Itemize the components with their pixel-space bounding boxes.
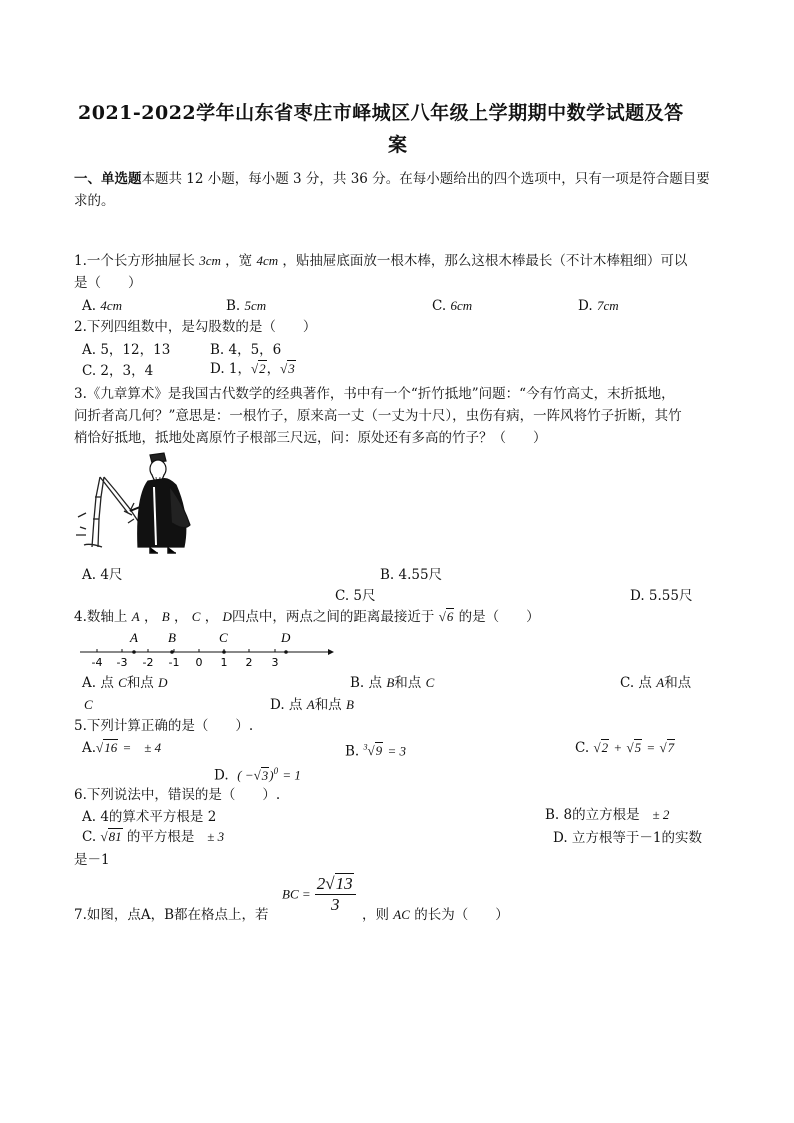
q3-option-c[interactable]: C. 5尺 xyxy=(335,588,376,604)
separator: ， xyxy=(173,609,188,625)
q3-option-d[interactable]: D. 5.55尺 xyxy=(630,588,693,604)
separator: ， xyxy=(204,609,219,625)
q6-option-c[interactable]: C. √81 的平方根是 ± 3 xyxy=(82,829,225,845)
q4-text-c: 的是（ ） xyxy=(458,609,540,625)
q2-stem: 2.下列四组数中，是勾股数的是（ ） xyxy=(74,319,317,335)
q5-option-b[interactable]: B. $^3$√9 = 3 xyxy=(345,743,406,760)
option-value: 5cm xyxy=(244,298,267,313)
q4-option-c[interactable]: C. 点 A和点 xyxy=(620,675,692,691)
q7-bc-formula: BC = $\frac{2√13}{3}$ xyxy=(282,874,356,915)
option-letter: D. xyxy=(578,298,593,314)
point-b-dot xyxy=(170,650,174,654)
q6-option-b[interactable]: B. 8的立方根是 ± 2 xyxy=(545,807,670,823)
q1-option-a[interactable] xyxy=(82,297,122,315)
q4-stem xyxy=(74,608,540,626)
tick-label: -1 xyxy=(168,656,180,669)
option-text: D. 1， xyxy=(210,361,252,377)
q7-stem-b: ，则 AC 的长为（ ） xyxy=(362,907,509,923)
q3-stem-line2: 问折者高几何？”意思是：一根竹子，原来高一丈（一丈为十尺），虫伤有病，一阵风将竹子折断，其竹 xyxy=(74,408,682,424)
bamboo-icon xyxy=(76,477,138,547)
point-a-dot xyxy=(132,650,136,654)
q3-stem-line3: 梢恰好抵地，抵地处离原竹子根部三尺远，问：原处还有多高的竹子？（ ） xyxy=(74,430,547,446)
q1-text-c: ，贴抽屉底面放一根木棒，那么这根木棒最长（不计木棒粗细）可以 xyxy=(282,253,688,269)
q6-stem: 6.下列说法中，错误的是（ ）. xyxy=(74,787,281,803)
q1-text-a: 一个长方形抽屉长 xyxy=(86,253,195,269)
q1-stem-end: 是（ ） xyxy=(74,275,142,291)
bamboo-scholar-illustration xyxy=(72,447,202,557)
q1-width: 4cm xyxy=(256,253,279,268)
q4-text-a: 4.数轴上 xyxy=(74,609,128,625)
point-c-dot xyxy=(222,650,226,654)
section-label: 一、单选题 xyxy=(74,171,142,187)
q4-option-a[interactable]: A. 点 C和点 D xyxy=(82,675,168,691)
tick-label: 1 xyxy=(220,656,228,669)
page-title-continuation: 案 xyxy=(388,134,408,156)
tick-label: 2 xyxy=(245,656,253,669)
q1-option-b[interactable] xyxy=(226,297,266,315)
q1-text-b: ，宽 xyxy=(225,253,253,269)
q5-stem: 5.下列计算正确的是（ ）. xyxy=(74,718,254,734)
sqrt-3: √3 xyxy=(280,361,295,376)
q6-option-d-cont: 是－1 xyxy=(74,852,110,868)
q3-option-b[interactable]: B. 4.55尺 xyxy=(380,567,443,583)
q5-option-a[interactable]: A.√16 = ± 4 xyxy=(82,740,162,756)
q1-number: 1. xyxy=(74,253,87,269)
tick-label: -3 xyxy=(116,656,128,669)
q4-option-c-cont: C xyxy=(84,697,93,712)
q3-option-a[interactable]: A. 4尺 xyxy=(82,567,123,583)
arrow-right-icon xyxy=(328,649,334,655)
q1-length: 3cm xyxy=(199,253,221,268)
option-value: 6cm xyxy=(450,298,473,313)
tick-label: 0 xyxy=(195,656,203,669)
q7-stem-a: 7.如图，点A，B都在格点上，若 xyxy=(74,907,269,923)
option-letter: A. xyxy=(82,298,97,314)
separator: ， xyxy=(266,361,281,377)
q4-point-b: B xyxy=(161,609,170,624)
page-title: 2021-2022学年山东省枣庄市峄城区八年级上学期期中数学试题及答 xyxy=(78,102,684,124)
sqrt-6: √6 xyxy=(438,609,454,624)
q5-option-d[interactable]: D. ( −√3)$^0$ = 1 xyxy=(214,766,301,784)
section-description: 本题共 12 小题，每小题 3 分，共 36 分。在每小题给出的四个选项中，只有一项是符合题目要 xyxy=(141,171,710,187)
option-value: 7cm xyxy=(596,298,619,313)
number-line xyxy=(78,628,338,670)
label-d: D xyxy=(281,630,291,645)
label-c: C xyxy=(219,630,228,645)
q2-option-a[interactable]: A. 5，12，13 xyxy=(82,342,171,358)
option-letter: C. xyxy=(432,298,447,314)
label-a: A xyxy=(130,630,138,645)
q2-option-c[interactable]: C. 2，3，4 xyxy=(82,363,154,379)
separator: ， xyxy=(143,609,158,625)
q1-option-c[interactable] xyxy=(432,297,472,315)
q1-stem xyxy=(74,252,687,270)
section-description-end: 求的。 xyxy=(74,193,115,209)
label-b: B xyxy=(168,630,176,645)
tick-label: -4 xyxy=(91,656,103,669)
section-header xyxy=(74,170,710,188)
scholar-figure-icon xyxy=(130,453,190,553)
q2-option-b[interactable]: B. 4，5，6 xyxy=(210,342,282,358)
q4-point-c: C xyxy=(191,609,201,624)
sqrt-2: √2 xyxy=(251,361,266,376)
tick-label: -2 xyxy=(142,656,154,669)
tick-label: 3 xyxy=(271,656,279,669)
q4-option-d[interactable]: D. 点 A和点 B xyxy=(270,697,354,713)
q1-option-d[interactable] xyxy=(578,297,619,315)
q4-point-d: D xyxy=(222,609,232,624)
q4-text-b: 四点中，两点之间的距离最接近于 xyxy=(231,609,435,625)
q2-option-d[interactable] xyxy=(210,360,296,378)
q3-stem-line1: 3.《九章算术》是我国古代数学的经典著作，书中有一个“折竹抵地”问题：“今有竹高丈，末折抵地， xyxy=(74,386,675,402)
q4-option-b[interactable]: B. 点 B和点 C xyxy=(350,675,435,691)
q5-option-c[interactable]: C. √2 + √5 = √7 xyxy=(575,740,675,756)
option-letter: B. xyxy=(226,298,241,314)
q6-option-a[interactable]: A. 4的算术平方根是 2 xyxy=(82,809,217,825)
q4-point-a: A xyxy=(131,609,140,624)
point-d-dot xyxy=(284,650,288,654)
option-value: 4cm xyxy=(100,298,123,313)
q6-option-d[interactable]: D. 立方根等于－1的实数 xyxy=(553,830,703,846)
